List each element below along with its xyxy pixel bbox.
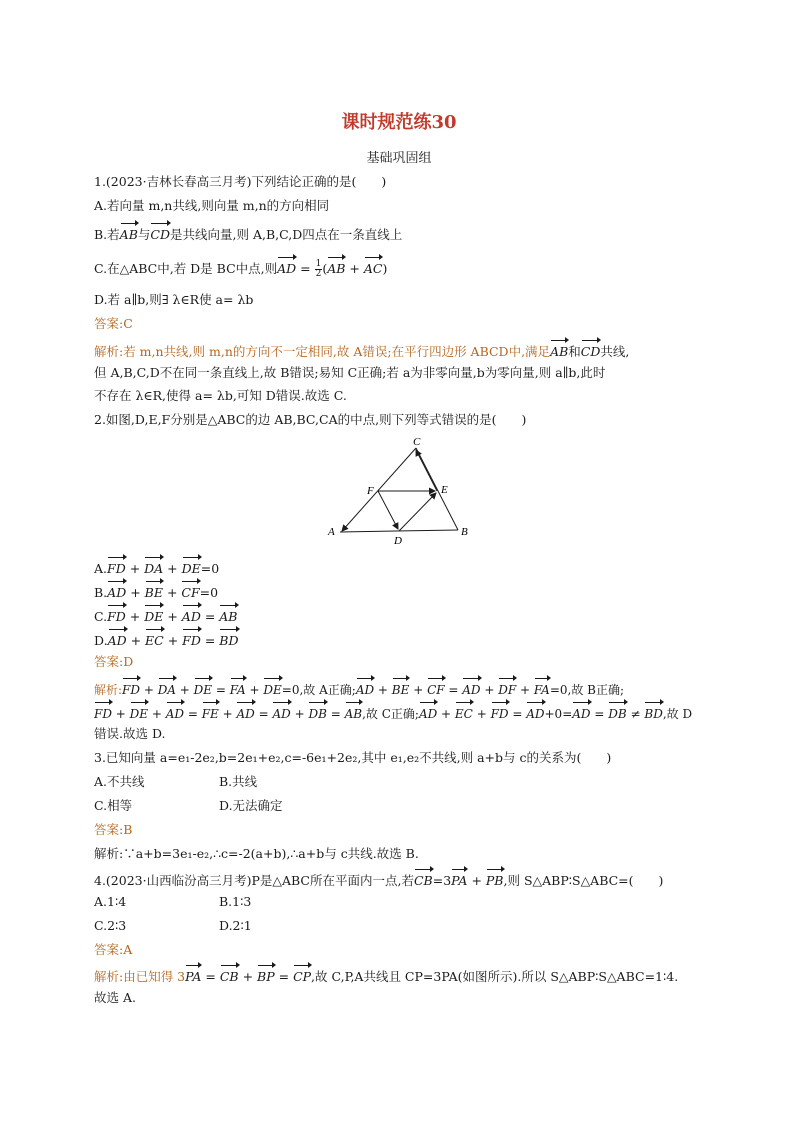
label-c: C bbox=[413, 436, 421, 448]
option-tail: =0 bbox=[199, 585, 219, 600]
label-d: D bbox=[394, 535, 402, 547]
vector: FD bbox=[107, 556, 126, 579]
q4-option-c: C.2∶3 bbox=[94, 918, 127, 933]
vector: EC bbox=[145, 628, 164, 651]
edge-bc bbox=[416, 448, 458, 530]
vector: AD bbox=[572, 701, 590, 724]
vector: DB bbox=[308, 701, 326, 724]
vector: CD bbox=[581, 339, 601, 362]
q1-b-mid: 与 bbox=[137, 227, 151, 242]
q4-exp-post: ,故 C,P,A共线且 CP=3PA(如图所示).所以 S△ABP∶S△ABC=1∶4. bbox=[311, 969, 679, 984]
denominator: 2 bbox=[315, 269, 322, 279]
q4-explanation-line1: 解析:由已知得 3PA = CB + BP = CP,故 C,P,A共线且 CP=3PA(如图所示).所以 S△ABP∶S△ABC=1∶4. bbox=[94, 964, 678, 987]
q3-option-a: A.不共线 bbox=[94, 774, 145, 789]
exp-tail: ,故 D bbox=[662, 707, 693, 721]
vector: DE bbox=[182, 556, 201, 579]
plus: + bbox=[345, 261, 364, 276]
vector: CF bbox=[427, 677, 445, 700]
vector: AD bbox=[277, 256, 296, 279]
vector: FE bbox=[202, 701, 219, 724]
option-label: C. bbox=[94, 609, 108, 624]
paren: ( bbox=[322, 261, 328, 276]
q2-option-b: B.AD + BE + CF=0 bbox=[94, 580, 218, 603]
numerator: 1 bbox=[315, 259, 322, 269]
option-label: D. bbox=[94, 633, 108, 648]
vector: DA bbox=[158, 677, 176, 700]
vector: DE bbox=[263, 677, 281, 700]
vector: FD bbox=[94, 701, 112, 724]
vector-ec bbox=[416, 450, 437, 491]
q3-stem: 3.已知向量 a=e₁-2e₂,b=2e₁+e₂,c=-6e₁+2e₂,其中 e₁,e₂不共线,则 a+b与 c的关系为( ) bbox=[94, 750, 612, 765]
q1-explanation-line2: 但 A,B,C,D不在同一条直线上,故 B错误;易知 C正确;若 a为非零向量,b为零向量,则 a∥b,此时 bbox=[94, 365, 606, 380]
q4-exp-pre: 解析:由已知得 3 bbox=[94, 969, 186, 984]
q1-explanation-line1 bbox=[94, 339, 629, 362]
q4-stem bbox=[94, 868, 663, 891]
q3-answer: 答案:B bbox=[94, 822, 133, 837]
vector: BE bbox=[392, 677, 410, 700]
q1-option-d: D.若 a∥b,则∃ λ∈R使 a= λb bbox=[94, 292, 254, 307]
vector: PA bbox=[185, 964, 201, 987]
vector: FD bbox=[122, 677, 140, 700]
exp-tail: =0,故 A正确; bbox=[281, 683, 356, 697]
vector: CB bbox=[220, 964, 239, 987]
q4-option-a: A.1∶4 bbox=[94, 894, 127, 909]
vector-de bbox=[399, 493, 436, 531]
triangle-figure bbox=[324, 436, 474, 548]
vector: FA bbox=[534, 677, 550, 700]
q2-option-c: C.FD + DE + AD = AB bbox=[94, 604, 238, 627]
exp-tail: =0,故 B正确; bbox=[549, 683, 625, 697]
vector: CF bbox=[181, 580, 199, 603]
q2-stem: 2.如图,D,E,F分别是△ABC的边 AB,BC,CA的中点,则下列等式错误的是( ) bbox=[94, 412, 527, 427]
option-tail: =0 bbox=[200, 561, 220, 576]
paren: ) bbox=[382, 261, 388, 276]
vector: EC bbox=[455, 701, 473, 724]
q3-explanation: 解析:∵a+b=3e₁-e₂,∴c=-2(a+b),∴a+b与 c共线.故选 B. bbox=[94, 846, 419, 861]
q2-explanation-line2: FD + DE + AD = FE + AD = AD + DB = AB,故 C正确;AD + EC + FD = AD+0=AD = DB ≠ BD,故 D bbox=[94, 701, 692, 724]
vector: DE bbox=[144, 604, 163, 627]
option-label: B. bbox=[94, 585, 108, 600]
vector: AD bbox=[236, 701, 254, 724]
vector: BD bbox=[219, 628, 238, 651]
vector: AB bbox=[550, 339, 568, 362]
vector: AD bbox=[166, 701, 184, 724]
vector: CD bbox=[150, 222, 170, 245]
vector-fd bbox=[378, 491, 398, 529]
q1-c-pre: C.在△ABC中,若 D是 BC中点,则 bbox=[94, 261, 278, 276]
label-a: A bbox=[328, 526, 335, 538]
q2-option-d: D.AD + EC + FD = BD bbox=[94, 628, 239, 651]
vector: AB bbox=[219, 604, 237, 627]
vector: CP bbox=[293, 964, 311, 987]
vector: AD bbox=[526, 701, 544, 724]
q1-option-a: A.若向量 m,n共线,则向量 m,n的方向相同 bbox=[94, 198, 330, 213]
vector: AB bbox=[345, 701, 362, 724]
label-e: E bbox=[441, 484, 448, 496]
q3-option-c: C.相等 bbox=[94, 798, 133, 813]
vector: AD bbox=[419, 701, 437, 724]
q4-explanation-line2: 故选 A. bbox=[94, 990, 136, 1005]
label-f: F bbox=[367, 485, 374, 497]
vector: AB bbox=[120, 222, 138, 245]
exp-tail: ,故 C正确; bbox=[362, 707, 419, 721]
vector: DE bbox=[130, 701, 148, 724]
q1-exp-post: 共线, bbox=[600, 344, 630, 359]
page-title: 课时规范练30 bbox=[341, 112, 457, 133]
q3-option-d: D.无法确定 bbox=[219, 798, 283, 813]
section-heading: 基础巩固组 bbox=[366, 151, 432, 166]
q1-b-pre: B.若 bbox=[94, 227, 120, 242]
vector: BP bbox=[257, 964, 275, 987]
vector: BE bbox=[145, 580, 163, 603]
q1-b-post: 是共线向量,则 A,B,C,D四点在一条直线上 bbox=[170, 227, 403, 242]
q4-answer: 答案:A bbox=[94, 942, 133, 957]
q1-explanation-line3: 不存在 λ∈R,使得 a= λb,可知 D错误.故选 C. bbox=[94, 388, 347, 403]
vector: DF bbox=[498, 677, 516, 700]
q1-exp-pre: 解析:若 m,n共线,则 m,n的方向不一定相同,故 A错误;在平行四边形 ABCD中,满足 bbox=[94, 344, 551, 359]
vector: PA bbox=[451, 868, 467, 891]
vector: AD bbox=[356, 677, 374, 700]
equals: = bbox=[296, 261, 315, 276]
vector: AD bbox=[462, 677, 480, 700]
q4-option-d: D.2∶1 bbox=[219, 918, 252, 933]
vector: AD bbox=[272, 701, 290, 724]
q1-stem: 1.(2023·吉林长春高三月考)下列结论正确的是( ) bbox=[94, 174, 387, 189]
q4-stem-post: ,则 S△ABP∶S△ABC=( ) bbox=[503, 873, 664, 888]
vector: FD bbox=[182, 628, 201, 651]
vector: DE bbox=[194, 677, 212, 700]
explanation-label: 解析: bbox=[94, 683, 123, 697]
vector: AD bbox=[108, 628, 127, 651]
q4-stem-pre: 4.(2023·山西临汾高三月考)P是△ABC所在平面内一点,若 bbox=[94, 873, 414, 888]
q4-option-b: B.1∶3 bbox=[219, 894, 252, 909]
vector: AC bbox=[364, 256, 383, 279]
q2-explanation-line3: 错误.故选 D. bbox=[94, 726, 166, 741]
q1-option-b bbox=[94, 222, 402, 245]
vector: BD bbox=[644, 701, 662, 724]
q1-exp-mid: 和 bbox=[568, 344, 581, 359]
vector: DB bbox=[608, 701, 626, 724]
q2-option-a: A.FD + DA + DE=0 bbox=[94, 556, 219, 579]
vector: FD bbox=[491, 701, 509, 724]
vector: FD bbox=[107, 604, 126, 627]
q1-answer: 答案:C bbox=[94, 316, 133, 331]
q3-option-b: B.共线 bbox=[219, 774, 258, 789]
vector-ca bbox=[342, 448, 416, 531]
option-label: A. bbox=[94, 561, 108, 576]
label-b: B bbox=[461, 526, 468, 538]
equals: =3 bbox=[432, 873, 452, 888]
vector: AD bbox=[107, 580, 126, 603]
vector: CB bbox=[414, 868, 433, 891]
q1-option-c bbox=[94, 256, 387, 279]
exp-mid: +0= bbox=[544, 707, 573, 721]
vector: DA bbox=[144, 556, 163, 579]
vector: AD bbox=[182, 604, 201, 627]
vector: PB bbox=[486, 868, 504, 891]
vector: AB bbox=[327, 256, 345, 279]
q2-answer: 答案:D bbox=[94, 654, 134, 669]
q2-explanation-line1: 解析:FD + DA + DE = FA + DE=0,故 A正确;AD + BE + CF = AD + DF + FA=0,故 B正确; bbox=[94, 677, 624, 700]
plus: + bbox=[467, 873, 486, 888]
vector: FA bbox=[230, 677, 246, 700]
